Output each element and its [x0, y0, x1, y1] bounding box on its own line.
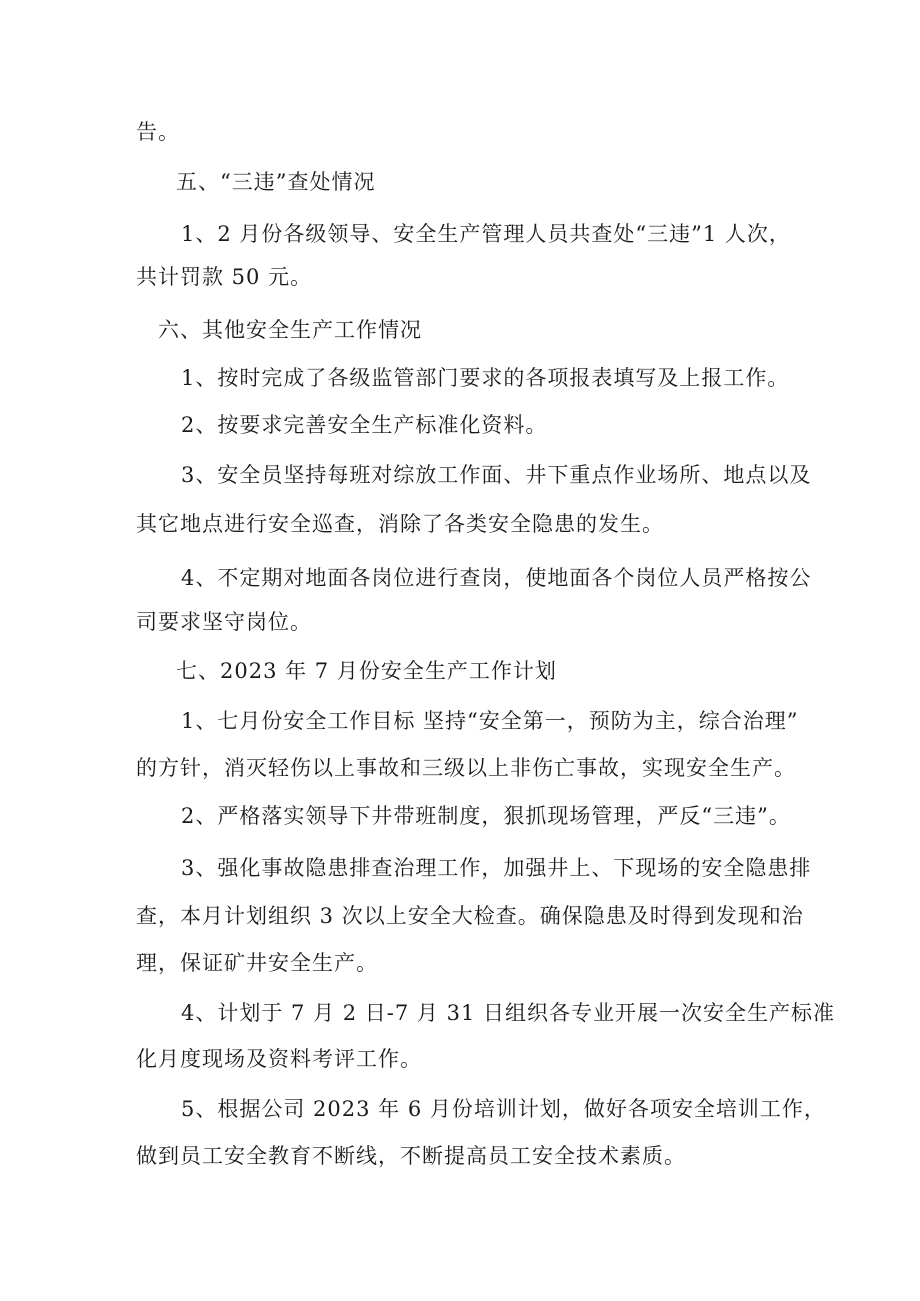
text-line: 理，保证矿井安全生产。 — [136, 951, 378, 975]
text-line: 4、不定期对地面各岗位进行查岗，使地面各个岗位人员严格按公 — [181, 566, 812, 590]
section-heading: 七、2023 年 7 月份安全生产工作计划 — [176, 659, 557, 683]
text-line: 共计罚款 50 元。 — [136, 265, 313, 289]
text-line: 5、根据公司 2023 年 6 月份培训计划，做好各项安全培训工作， — [181, 1097, 826, 1121]
text-line: 2、严格落实领导下井带班制度，狠抓现场管理，严反“三违”。 — [181, 804, 791, 828]
text-line: 1、按时完成了各级监管部门要求的各项报表填写及上报工作。 — [181, 366, 790, 390]
section-heading: 六、其他安全生产工作情况 — [158, 318, 422, 342]
text-line: 1、2 月份各级领导、安全生产管理人员共查处“三违”1 人次， — [181, 222, 791, 246]
text-line: 2、按要求完善安全生产标准化资料。 — [181, 413, 548, 437]
text-line: 1、七月份安全工作目标 坚持“安全第一，预防为主，综合治理” — [181, 709, 799, 733]
text-line: 3、安全员坚持每班对综放工作面、井下重点作业场所、地点以及 — [181, 463, 812, 487]
text-line: 查，本月计划组织 3 次以上安全大检查。确保隐患及时得到发现和治 — [136, 904, 804, 928]
text-line: 其它地点进行安全巡查，消除了各类安全隐患的发生。 — [136, 512, 664, 536]
text-line: 司要求坚守岗位。 — [136, 610, 312, 634]
text-line: 告。 — [136, 120, 180, 144]
text-line: 3、强化事故隐患排查治理工作，加强井上、下现场的安全隐患排 — [181, 856, 812, 880]
section-heading: 五、“三违”查处情况 — [176, 170, 376, 194]
text-line: 4、计划于 7 月 2 日-7 月 31 日组织各专业开展一次安全生产标准 — [181, 1001, 835, 1025]
text-line: 化月度现场及资料考评工作。 — [136, 1047, 422, 1071]
text-line: 做到员工安全教育不断线，不断提高员工安全技术素质。 — [136, 1144, 686, 1168]
text-line: 的方针，消灭轻伤以上事故和三级以上非伤亡事故，实现安全生产。 — [136, 756, 796, 780]
